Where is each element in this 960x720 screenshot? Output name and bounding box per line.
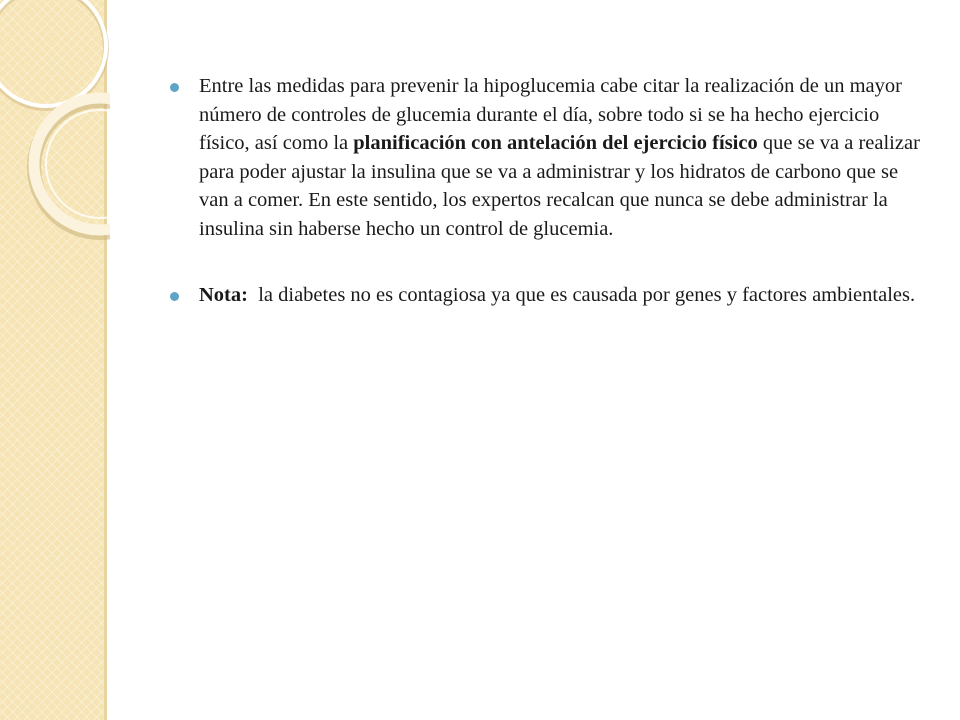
paragraph-text-end: que se va a realizar para poder ajustar la insulina que se va a administrar y los hidratos de carbono que se van a comer. En este sentido, los expertos recalcan que nunca se debe administrar la insulina sin haberse hecho un control de glucemia. (199, 132, 920, 240)
decorative-rings (0, 0, 110, 260)
bullet-paragraph-note (168, 281, 930, 310)
bullet-dot-icon (170, 83, 179, 92)
paragraph-bold-text: planificación con antelación del ejercicio físico (353, 132, 758, 155)
content-area (168, 72, 930, 309)
ring-top-shadow (0, 0, 106, 108)
note-label: Nota: (199, 283, 248, 306)
note-text: la diabetes no es contagiosa ya que es causada por genes y factores ambientales. (247, 283, 916, 306)
paragraph-text: Entre las medidas para prevenir la hipoglucemia cabe citar la realización de un mayor número de controles de glucemia durante el día, sobre todo si se ha hecho ejercicio físico, así como la (199, 75, 902, 155)
bullet-dot-icon (170, 292, 179, 301)
bullet-paragraph-hypoglycemia (168, 72, 930, 244)
